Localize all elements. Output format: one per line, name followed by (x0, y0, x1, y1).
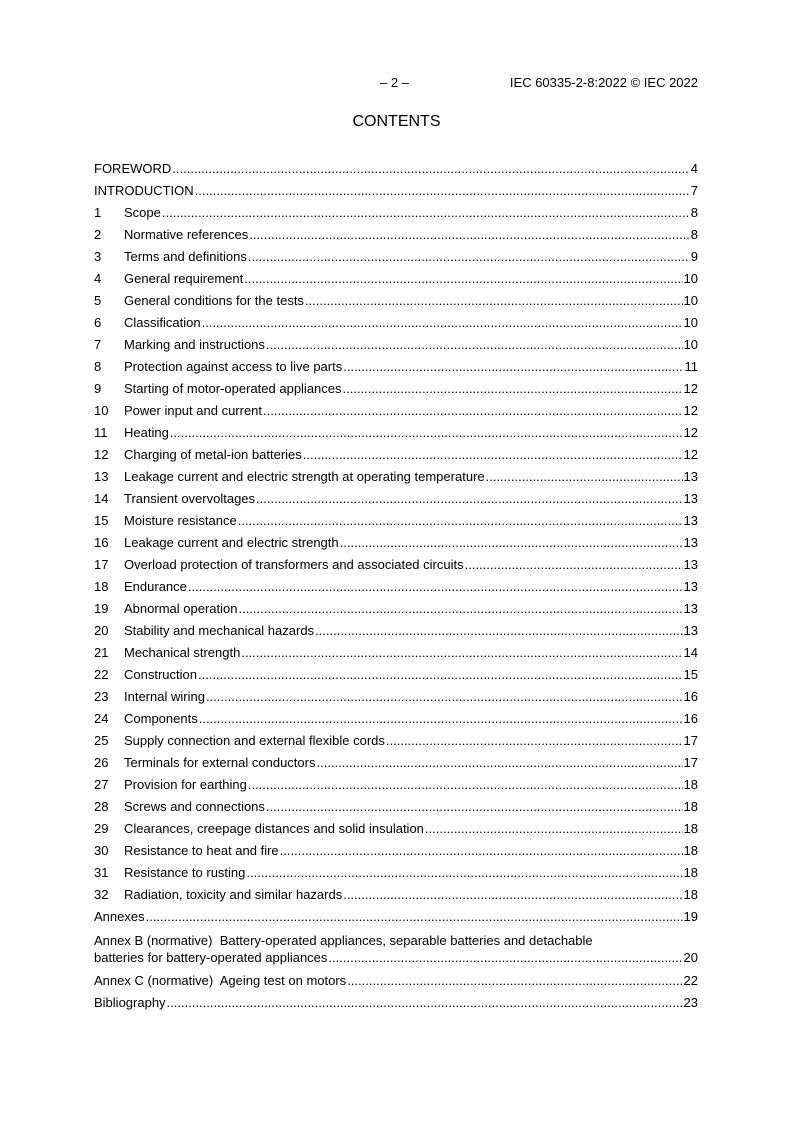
toc-clause-26[interactable] (94, 752, 698, 774)
toc-entry-page: 9 (690, 249, 698, 264)
toc-entry-page: 18 (683, 843, 698, 858)
toc-entry-number: 23 (94, 689, 109, 704)
toc-entry-label: Endurance (124, 579, 187, 594)
toc-entry-label: General requirement (124, 271, 244, 286)
toc-entry-page: 12 (683, 425, 698, 440)
toc-entry-number: 10 (94, 403, 109, 418)
toc-entry-page: 20 (683, 950, 698, 965)
toc-entry-number: 13 (94, 469, 109, 484)
toc-clause-15[interactable] (94, 510, 698, 532)
dot-leader (246, 862, 682, 884)
toc-clause-2[interactable] (94, 224, 698, 246)
toc-clause-24[interactable] (94, 708, 698, 730)
toc-entry-label: Bibliography (94, 995, 166, 1010)
toc-entry-number: 22 (94, 667, 109, 682)
toc-entry-page: 12 (683, 381, 698, 396)
toc-entry-page: 12 (683, 403, 698, 418)
toc-entry-label: Components (124, 711, 198, 726)
toc-entry-annex-c[interactable] (94, 970, 698, 992)
toc-clause-29[interactable] (94, 818, 698, 840)
dot-leader (305, 290, 683, 312)
toc-clause-5[interactable] (94, 290, 698, 312)
toc-clause-30[interactable] (94, 840, 698, 862)
toc-entry-label: Marking and instructions (124, 337, 265, 352)
toc-clause-16[interactable] (94, 532, 698, 554)
dot-leader (146, 906, 683, 928)
dot-leader (266, 334, 683, 356)
toc-entry-label: Transient overvoltages (124, 491, 256, 506)
toc-entry-page: 14 (683, 645, 698, 660)
toc-entry-label: Radiation, toxicity and similar hazards (124, 887, 343, 902)
toc-entry-number: 8 (94, 359, 102, 374)
toc-entry-label: Resistance to heat and fire (124, 843, 279, 858)
dot-leader (241, 642, 682, 664)
toc-entry-label: Supply connection and external flexible cords (124, 733, 385, 748)
document-reference: IEC 60335-2-8:2022 © IEC 2022 (509, 75, 698, 90)
dot-leader (167, 992, 683, 1014)
toc-clause-31[interactable] (94, 862, 698, 884)
toc-entry-page: 13 (683, 535, 698, 550)
toc-entry-label: Moisture resistance (124, 513, 237, 528)
toc-entry-number: 4 (94, 271, 102, 286)
toc-entry-label: Screws and connections (124, 799, 265, 814)
toc-entry-number: 32 (94, 887, 109, 902)
toc-entry-number: 14 (94, 491, 109, 506)
annex-b-title-line1 (94, 932, 698, 949)
toc-entry-page: 13 (683, 469, 698, 484)
toc-entry-label: Annex C (normative) Ageing test on motors (94, 973, 347, 988)
toc-entry-page: 15 (683, 667, 698, 682)
toc-entry-number: 2 (94, 227, 102, 242)
toc-entry-label: Terminals for external conductors (124, 755, 316, 770)
toc-entry-page: 10 (683, 315, 698, 330)
toc-clause-3[interactable] (94, 246, 698, 268)
toc-clause-32[interactable] (94, 884, 698, 906)
dot-leader (340, 532, 683, 554)
toc-entry-label: Leakage current and electric strength at operating temperature (124, 469, 485, 484)
toc-entry-page: 23 (683, 995, 698, 1010)
toc-entry-label: Construction (124, 667, 197, 682)
toc-entry-number: 31 (94, 865, 109, 880)
dot-leader (280, 840, 683, 862)
toc-entry-page: 16 (683, 689, 698, 704)
dot-leader (263, 400, 683, 422)
dot-leader (248, 774, 683, 796)
dot-leader (316, 752, 682, 774)
toc-entry-bibliography[interactable] (94, 992, 698, 1014)
toc-entry-page: 18 (683, 887, 698, 902)
annex-b-line1-text: Annex B (normative) Battery-operated appliances, separable batteries and detachable (94, 933, 593, 948)
toc-entry-introduction[interactable] (94, 180, 698, 202)
toc-entry-label: Terms and definitions (124, 249, 247, 264)
toc-entry-number: 30 (94, 843, 109, 858)
toc-clause-21[interactable] (94, 642, 698, 664)
toc-entry-number: 7 (94, 337, 102, 352)
toc-entry-page: 13 (683, 579, 698, 594)
toc-clause-27[interactable] (94, 774, 698, 796)
toc-entry-label: Heating (124, 425, 169, 440)
toc-entry-number: 6 (94, 315, 102, 330)
dot-leader (343, 356, 683, 378)
toc-clause-12[interactable] (94, 444, 698, 466)
toc-clause-10[interactable] (94, 400, 698, 422)
toc-entry-label: Scope (124, 205, 161, 220)
toc-entry-label: Resistance to rusting (124, 865, 246, 880)
toc-entry-page: 8 (690, 227, 698, 242)
toc-entry-page: 16 (683, 711, 698, 726)
toc-clause-14[interactable] (94, 488, 698, 510)
toc-entry-page: 13 (683, 601, 698, 616)
dot-leader (347, 970, 682, 992)
dot-leader (244, 268, 682, 290)
dot-leader (188, 576, 683, 598)
dot-leader (170, 422, 683, 444)
contents-title: CONTENTS (352, 113, 441, 130)
toc-entry-number: 1 (94, 205, 102, 220)
toc-entry-label: Starting of motor-operated appliances (124, 381, 342, 396)
dot-leader (238, 510, 683, 532)
dot-leader (199, 708, 683, 730)
toc-entry-page: 13 (683, 557, 698, 572)
dot-leader (465, 554, 683, 576)
toc-entry-label: Clearances, creepage distances and solid insulation (124, 821, 424, 836)
toc-entry-label: Mechanical strength (124, 645, 241, 660)
toc-clause-17[interactable] (94, 554, 698, 576)
toc-entry-number: 21 (94, 645, 109, 660)
toc-entry-label: General conditions for the tests (124, 293, 304, 308)
toc-entry-number: 9 (94, 381, 102, 396)
toc-clause-13[interactable] (94, 466, 698, 488)
toc-entry-page: 19 (683, 909, 698, 924)
toc-clause-8[interactable] (94, 356, 698, 378)
dot-leader (343, 378, 683, 400)
toc-entry-label: FOREWORD (94, 161, 172, 176)
toc-entry-label: Leakage current and electric strength (124, 535, 339, 550)
toc-entry-label: INTRODUCTION (94, 183, 194, 198)
toc-entry-number: 25 (94, 733, 109, 748)
dot-leader (162, 202, 690, 224)
toc-entry-number: 12 (94, 447, 109, 462)
page-number: – 2 – (380, 75, 409, 90)
dot-leader (486, 466, 683, 488)
toc-entry-page: 7 (690, 183, 698, 198)
toc-clause-25[interactable] (94, 730, 698, 752)
toc-entry-label: Protection against access to live parts (124, 359, 343, 374)
toc-entry-number: 20 (94, 623, 109, 638)
toc-entry-page: 22 (683, 973, 698, 988)
dot-leader (172, 158, 689, 180)
dot-leader (206, 686, 683, 708)
toc-entry-number: 17 (94, 557, 109, 572)
toc-entry-label: Normative references (124, 227, 249, 242)
toc-entry-number: 11 (94, 425, 108, 440)
toc-entry-number: 15 (94, 513, 109, 528)
toc-clause-7[interactable] (94, 334, 698, 356)
toc-entry-number: 28 (94, 799, 109, 814)
toc-entry-number: 29 (94, 821, 109, 836)
dot-leader (328, 949, 682, 966)
dot-leader (202, 312, 683, 334)
toc-entry-page: 13 (683, 491, 698, 506)
toc-entry-page: 10 (683, 271, 698, 286)
toc-entry-annexes[interactable] (94, 906, 698, 928)
dot-leader (303, 444, 683, 466)
toc-entry-label: Overload protection of transformers and associated circuits (124, 557, 464, 572)
toc-entry-number: 27 (94, 777, 109, 792)
toc-entry-page: 8 (690, 205, 698, 220)
dot-leader (266, 796, 683, 818)
dot-leader (198, 664, 683, 686)
toc-entry-label: Stability and mechanical hazards (124, 623, 315, 638)
toc-clause-11[interactable] (94, 422, 698, 444)
dot-leader (195, 180, 690, 202)
toc-clause-19[interactable] (94, 598, 698, 620)
toc-entry-page: 13 (683, 623, 698, 638)
dot-leader (343, 884, 682, 906)
toc-entry-annex-b[interactable] (94, 932, 698, 966)
toc-clause-4[interactable] (94, 268, 698, 290)
toc-entry-page: 17 (683, 733, 698, 748)
dot-leader (238, 598, 682, 620)
toc-entry-label: Annexes (94, 909, 145, 924)
toc-entry-page: 10 (683, 293, 698, 308)
toc-entry-number: 16 (94, 535, 109, 550)
toc-clause-23[interactable] (94, 686, 698, 708)
toc-entry-page: 17 (683, 755, 698, 770)
toc-entry-page: 18 (683, 799, 698, 814)
table-of-contents (94, 158, 698, 1014)
toc-entry-number: 19 (94, 601, 109, 616)
toc-entry-page: 12 (683, 447, 698, 462)
dot-leader (248, 246, 690, 268)
toc-clause-18[interactable] (94, 576, 698, 598)
toc-entry-label: Power input and current (124, 403, 263, 418)
toc-clause-9[interactable] (94, 378, 698, 400)
toc-clause-22[interactable] (94, 664, 698, 686)
toc-entry-number: 24 (94, 711, 109, 726)
toc-entry-label: Abnormal operation (124, 601, 238, 616)
dot-leader (249, 224, 689, 246)
toc-entry-number: 26 (94, 755, 109, 770)
toc-entry-number: 5 (94, 293, 102, 308)
toc-clause-28[interactable] (94, 796, 698, 818)
toc-clause-6[interactable] (94, 312, 698, 334)
toc-entry-page: 4 (690, 161, 698, 176)
toc-entry-page: 10 (683, 337, 698, 352)
dot-leader (256, 488, 683, 510)
dot-leader (386, 730, 683, 752)
toc-entry-label: Classification (124, 315, 201, 330)
toc-entry-page: 11 (684, 359, 698, 374)
toc-entry-page: 18 (683, 821, 698, 836)
toc-entry-label: Charging of metal-ion batteries (124, 447, 302, 462)
dot-leader (425, 818, 683, 840)
annex-b-line2-text: batteries for battery-operated appliances (94, 950, 328, 965)
toc-entry-label: Internal wiring (124, 689, 205, 704)
toc-clause-20[interactable] (94, 620, 698, 642)
toc-clause-1[interactable] (94, 202, 698, 224)
toc-entry-label: Provision for earthing (124, 777, 247, 792)
dot-leader (315, 620, 682, 642)
toc-entry-foreword[interactable] (94, 158, 698, 180)
toc-entry-number: 3 (94, 249, 102, 264)
toc-entry-page: 18 (683, 865, 698, 880)
toc-entry-page: 13 (683, 513, 698, 528)
toc-entry-page: 18 (683, 777, 698, 792)
toc-entry-number: 18 (94, 579, 109, 594)
